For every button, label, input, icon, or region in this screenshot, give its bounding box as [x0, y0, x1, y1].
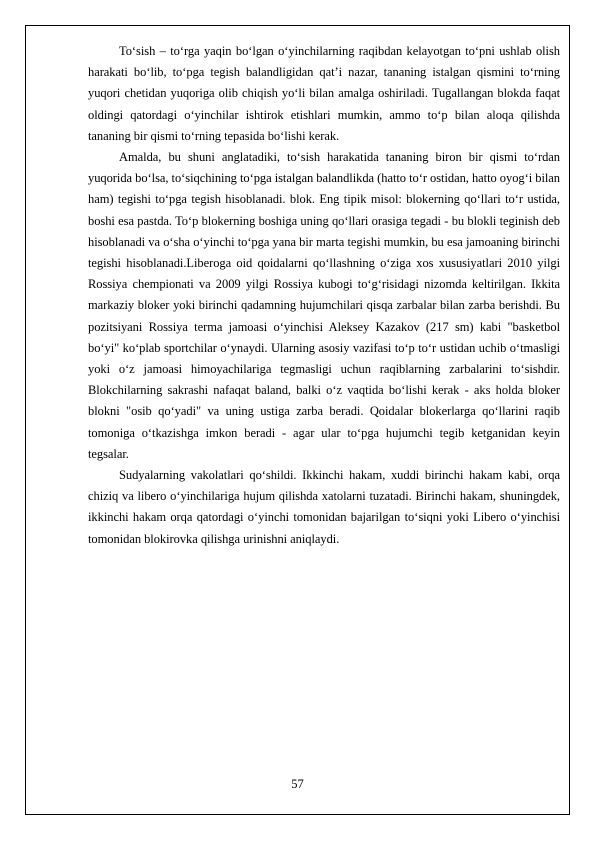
- page-number: 57: [291, 777, 304, 791]
- document-body: [88, 41, 560, 550]
- paragraph-referee-authority: Sudyalarning vakolatlari qo‘shildi. Ikkinchi hakam, xuddi birinchi hakam kabi, orqa chiziq va libero o‘yinchilariga hujum qilishda xatolarni tuzatadi. Birinchi hakam, shuningdek, ikkinchi hakam orqa qatordagi o‘yinchi tomonidan bajarilgan to‘siqni yoki Libero o‘yinchisi tomonidan blokirovka qilishga urinishni aniqlaydi.: [88, 468, 560, 546]
- paragraph-blocking-definition: To‘sish – to‘rga yaqin bo‘lgan o‘yinchilarning raqibdan kelayotgan to‘pni ushlab olish harakati bo‘lib, to‘pga tegish balandligidan qat’i nazar, tananing istalgan qismini to‘rning yuqori chetidan yuqoriga olib chiqish yo‘li bilan amalga oshiriladi. Tugallangan blokda faqat oldingi qatordagi o‘yinchilar ishtirok etishlari mumkin, ammo to‘p bilan aloqa qilishda tananing bir qismi to‘rning tepasida bo‘lishi kerak.: [88, 44, 560, 143]
- paragraph-blocking-practice: Amalda, bu shuni anglatadiki, to‘sish harakatida tananing biron bir qismi to‘rdan yuqorida bo‘lsa, to‘siqchining to‘pga istalgan balandlikda (hatto to‘r ostidan, hatto oyog‘i bilan ham) tegishi to‘pga tegish hisoblanadi. blok. Eng tipik misol: blokerning qo‘llari to‘r ustida, boshi esa pastda. To‘p blokerning boshiga uning qo‘llari orasiga tegadi - bu blokli teginish deb hisoblanadi va o‘sha o‘yinchi to‘pga yana bir marta tegishi mumkin, bu esa jamoaning birinchi tegishi hisoblanadi.Liberoga oid qoidalarni qo‘llashning o‘ziga xos xususiyatlari 2010 yilgi Rossiya chempionati va 2009 yilgi Rossiya kubogi to‘g‘risidagi nizomda keltirilgan. Ikkita markaziy bloker yoki birinchi qadamning hujumchilari qisqa zarbalar bilan zarba berishdi. Bu pozitsiyani Rossiya terma jamoasi o‘yinchisi Aleksey Kazakov (217 sm) kabi "basketbol bo‘yi" ko‘plab sportchilar o‘ynaydi. Ularning asosiy vazifasi to‘p to‘r ustidan uchib o‘tmasligi yoki o‘z jamoasi himoyachilariga tegmasligi uchun raqiblarning zarbalarini to‘sishdir. Blokchilarning sakrashi nafaqat baland, balki o‘z vaqtida bo‘lishi kerak - aks holda bloker blokni "osib qo‘yadi" va uning ustiga zarba beradi. Qoidalar blokerlarga qo‘llarini raqib tomoniga o‘tkazishga imkon beradi - agar ular to‘pga hujumchi tegib ketganidan keyin tegsalar.: [88, 150, 560, 461]
